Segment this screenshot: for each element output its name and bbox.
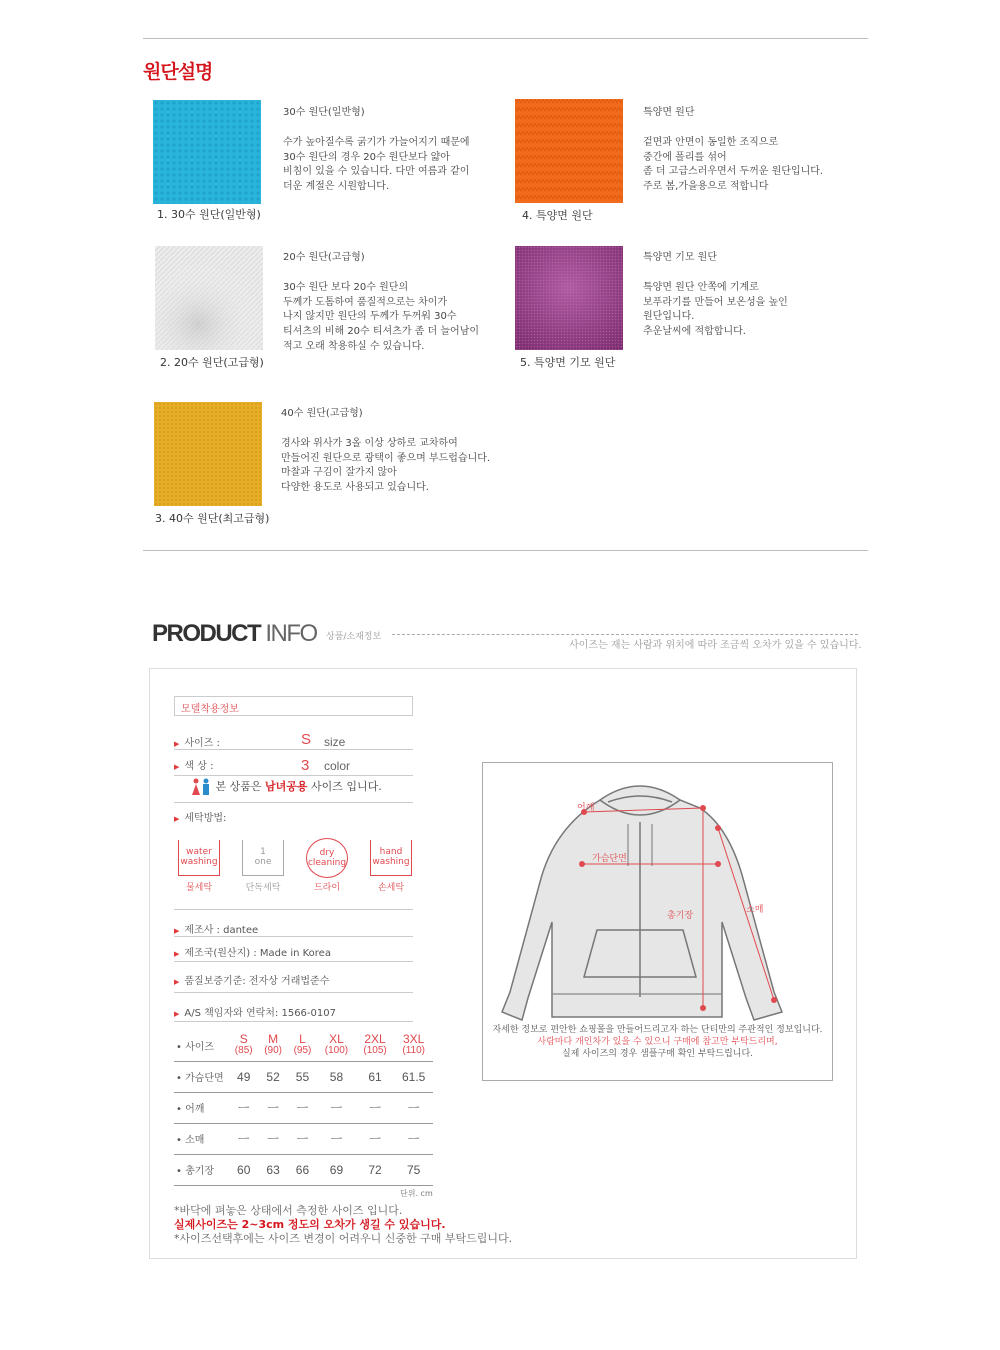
table-cell: ㅡ (288, 1092, 317, 1123)
fabric-desc-line: 원단입니다. (643, 311, 695, 323)
wash-icon-text: water (186, 847, 212, 857)
fabric-desc-line: 특양면 원단 안쪽에 기계로 (643, 281, 759, 293)
row-header-label: 소매 (185, 1135, 205, 1146)
unisex-icon (190, 780, 212, 793)
size-cell (356, 1030, 395, 1061)
size-sub: (100) (324, 1045, 349, 1057)
model-info-label: 모델착용정보 (174, 696, 413, 716)
wash-icon-text: hand (379, 847, 403, 857)
table-cell: 58 (317, 1061, 356, 1092)
table-cell: ㅡ (317, 1123, 356, 1154)
washing-label: 세탁방법: (184, 813, 227, 824)
origin-row (174, 944, 331, 959)
size-name: S (239, 1032, 248, 1047)
size-name: L (299, 1032, 306, 1047)
dry-cleaning-icon (306, 838, 348, 878)
fabric-desc-line: 수가 높아질수록 굵기가 가늘어지기 때문에 (283, 136, 470, 148)
unisex-notice (190, 778, 382, 796)
table-cell: ㅡ (356, 1092, 395, 1123)
row-divider (174, 992, 413, 993)
fabric-desc-line: 보푸라기를 만들어 보온성을 높인 (643, 296, 788, 308)
table-cell: 75 (394, 1154, 433, 1185)
washing-row (174, 809, 226, 824)
fabric-desc-line: 좀 더 고급스러우면서 두꺼운 원단입니다. (643, 166, 824, 178)
bullet-icon: ▶ (174, 950, 180, 958)
fabric-caption-4: 4. 특양면 원단 (522, 209, 593, 222)
size-name: 3XL (403, 1032, 425, 1047)
diagram-note-2: 사람마다 개인차가 있을 수 있으니 구매에 참고만 부탁드리며, (537, 1037, 778, 1047)
bullet-icon: ▶ (174, 927, 180, 935)
diagram-note-1: 자세한 정보로 편안한 쇼핑몰을 만들어드리고자 하는 단티만의 주관적인 정보입니다. (492, 1025, 823, 1035)
one-washing-icon (242, 840, 284, 876)
origin-text: 제조국(원산지) : Made in Korea (184, 948, 331, 959)
fabric-desc-title: 특양면 기모 원단 (643, 252, 717, 263)
wash-icon-text: one (254, 857, 272, 867)
fabric-section-title: 원단설명 (143, 61, 213, 83)
size-row (174, 734, 220, 749)
size-value: S (301, 731, 312, 748)
footnote-highlight: 실제사이즈는 2~3cm 정도의 오차가 생길 수 있습니다. (174, 1218, 446, 1231)
row-header: • 소매 (174, 1123, 229, 1154)
row-divider (174, 909, 413, 910)
shoulder-label: 어깨 (577, 803, 595, 813)
size-table (174, 1030, 433, 1186)
table-cell: 55 (288, 1061, 317, 1092)
hand-washing-icon (370, 840, 412, 876)
product-info-subtitle: 상품/소재정보 (326, 632, 382, 642)
row-header: • 총기장 (174, 1154, 229, 1185)
table-cell: 72 (356, 1154, 395, 1185)
wash-label: 손세탁 (377, 883, 405, 893)
unit-note: 단위. cm (400, 1189, 433, 1198)
fabric-desc-1 (283, 106, 470, 195)
measurement-note: 사이즈는 재는 사람과 위치에 따라 조금씩 오차가 있을 수 있습니다. (569, 640, 862, 651)
fabric-desc-line: 나지 않지만 원단의 두께가 두꺼워 30수 (283, 311, 457, 323)
fabric-desc-line: 30수 원단 보다 20수 원단의 (283, 281, 409, 293)
heading-thin: INFO (260, 620, 317, 647)
size-sub: (95) (293, 1045, 312, 1057)
table-cell: ㅡ (229, 1092, 258, 1123)
wash-icon-text: washing (180, 857, 218, 867)
maker-row (174, 921, 258, 936)
heading-bold: PRODUCT (152, 620, 261, 647)
fabric-texture-40s (154, 402, 262, 506)
row-header-label: 총기장 (185, 1166, 215, 1177)
size-cell (258, 1030, 287, 1061)
fabric-swatch-brushed (515, 246, 623, 350)
table-row (174, 1092, 433, 1123)
as-text: A/S 책임자와 연락처: 1566-0107 (184, 1008, 336, 1019)
size-sub: (90) (264, 1045, 282, 1057)
size-name: 2XL (364, 1032, 386, 1047)
product-info-heading (152, 620, 317, 648)
fabric-desc-title: 20수 원단(고급형) (283, 252, 365, 263)
bullet-icon: ▶ (174, 1010, 180, 1018)
as-row (174, 1004, 336, 1019)
size-sub: (105) (363, 1045, 387, 1057)
fabric-desc-line: 두께가 도톰하여 품질적으로는 차이가 (283, 296, 448, 308)
bullet-icon: ▶ (174, 815, 180, 823)
table-cell: 63 (258, 1154, 287, 1185)
table-cell: ㅡ (229, 1123, 258, 1154)
fabric-texture-brushed (515, 246, 623, 350)
color-label: 색 상 : (184, 761, 214, 772)
color-value: 3 (301, 757, 310, 774)
size-sub: (85) (234, 1045, 253, 1057)
fabric-desc-line: 마찰과 구김이 잘가지 않아 (281, 467, 397, 479)
fabric-desc-4 (643, 106, 823, 195)
table-row (174, 1061, 433, 1092)
fabric-desc-line: 적고 오래 착용하실 수 있습니다. (283, 340, 425, 352)
wash-label: 물세탁 (185, 883, 213, 893)
fabric-swatch-40s (154, 402, 262, 506)
footnote: *사이즈선택후에는 사이즈 변경이 어려우니 신중한 구매 부탁드립니다. (174, 1232, 513, 1245)
size-cell (288, 1030, 317, 1061)
fabric-desc-line: 비침이 있을 수 있습니다. 다만 여름과 같이 (283, 166, 470, 178)
fabric-texture-30s (153, 100, 261, 204)
wash-icon-text: cleaning (307, 858, 347, 868)
fabric-desc-line: 추운날씨에 적합합니다. (643, 326, 746, 338)
row-header-label: 사이즈 (185, 1041, 215, 1053)
footnote: *바닥에 펴놓은 상태에서 측정한 사이즈 입니다. (174, 1204, 403, 1217)
fabric-desc-line: 만들어진 원단으로 광택이 좋으며 부드럽습니다. (281, 452, 491, 464)
size-cell (229, 1030, 258, 1061)
fabric-desc-title: 30수 원단(일반형) (283, 107, 365, 118)
chest-label: 가슴단면 (592, 854, 627, 864)
table-cell: ㅡ (394, 1092, 433, 1123)
table-cell: 69 (317, 1154, 356, 1185)
table-cell: 60 (229, 1154, 258, 1185)
color-unit: color (324, 759, 351, 773)
fabric-desc-line: 다양한 용도로 사용되고 있습니다. (281, 482, 429, 494)
table-cell: ㅡ (258, 1092, 287, 1123)
row-header: • 어깨 (174, 1092, 229, 1123)
table-cell: 61.5 (394, 1061, 433, 1092)
row-header-label: 가슴단면 (185, 1073, 224, 1084)
bullet-icon: ▶ (174, 978, 180, 986)
length-label: 총기장 (667, 911, 694, 921)
size-unit: size (324, 735, 346, 749)
unisex-highlight: 남녀공용 (265, 780, 308, 793)
table-cell: 61 (356, 1061, 395, 1092)
unisex-text-pre: 본 상품은 (215, 780, 265, 793)
table-cell: ㅡ (288, 1123, 317, 1154)
size-label: 사이즈 : (184, 738, 220, 749)
row-divider (174, 1021, 413, 1022)
fabric-caption-2: 2. 20수 원단(고급형) (160, 356, 264, 369)
dashed-divider (392, 634, 858, 635)
table-cell: ㅡ (394, 1123, 433, 1154)
fabric-texture-20s (155, 246, 263, 350)
fabric-desc-title: 40수 원단(고급형) (281, 408, 363, 419)
table-cell: 49 (229, 1061, 258, 1092)
row-divider (174, 802, 413, 803)
row-header: • 가슴단면 (174, 1061, 229, 1092)
size-cell (394, 1030, 433, 1061)
wash-label: 단독세탁 (245, 883, 281, 893)
unisex-text-post: 사이즈 입니다. (307, 780, 382, 793)
size-cell (317, 1030, 356, 1061)
table-cell: 66 (288, 1154, 317, 1185)
fabric-bottom-divider (143, 550, 868, 551)
bullet-icon: ▶ (174, 763, 180, 771)
fabric-desc-line: 더운 계절은 시원합니다. (283, 181, 390, 193)
fabric-texture-double-knit (515, 99, 623, 203)
fabric-caption-1: 1. 30수 원단(일반형) (157, 208, 261, 221)
fabric-desc-line: 겉면과 안면이 동일한 조직으로 (643, 136, 779, 148)
fabric-desc-title: 특양면 원단 (643, 107, 695, 118)
fabric-swatch-double-knit (515, 99, 623, 203)
quality-text: 품질보증기준: 전자상 거래법준수 (184, 976, 330, 987)
row-divider (174, 775, 413, 776)
fabric-desc-2 (283, 251, 479, 355)
table-cell: 52 (258, 1061, 287, 1092)
row-divider (174, 961, 413, 962)
row-header-label: 어깨 (185, 1104, 205, 1115)
water-washing-icon (178, 840, 220, 876)
sleeve-label: 소매 (746, 905, 764, 915)
fabric-desc-line: 30수 원단의 경우 20수 원단보다 얇아 (283, 151, 450, 163)
row-divider (174, 749, 413, 750)
fabric-caption-3: 3. 40수 원단(최고급형) (155, 512, 270, 525)
table-cell: ㅡ (356, 1123, 395, 1154)
bullet-icon: ▶ (174, 740, 180, 748)
table-cell: ㅡ (317, 1092, 356, 1123)
diagram-note-3: 실제 사이즈의 경우 샘플구매 확인 부탁드립니다. (561, 1049, 754, 1059)
fabric-desc-3 (281, 407, 490, 496)
fabric-swatch-20s (155, 246, 263, 350)
size-name: M (268, 1032, 279, 1047)
size-sub: (110) (402, 1045, 425, 1057)
table-cell: ㅡ (258, 1123, 287, 1154)
table-row (174, 1123, 433, 1154)
fabric-desc-line: 주로 봄,가을용으로 적합니다 (643, 181, 769, 193)
color-row (174, 757, 213, 772)
table-row (174, 1154, 433, 1185)
row-header: • 사이즈 (174, 1030, 229, 1061)
fabric-desc-line: 경사와 위사가 3올 이상 상하로 교차하여 (281, 437, 458, 449)
wash-icon-text: dry (319, 848, 335, 858)
fabric-desc-line: 중간에 폴리를 섞어 (643, 151, 727, 163)
wash-icon-text: washing (372, 857, 410, 867)
table-row (174, 1030, 433, 1061)
row-divider (174, 936, 413, 937)
top-divider (143, 38, 868, 39)
fabric-swatch-30s (153, 100, 261, 204)
maker-text: 제조사 : dantee (184, 925, 259, 936)
size-name: XL (329, 1032, 344, 1047)
quality-row (174, 972, 329, 987)
fabric-desc-5 (643, 251, 788, 340)
fabric-desc-line: 티셔츠의 비해 20수 티셔츠가 좀 더 늘어남이 (283, 326, 480, 338)
wash-label: 드라이 (313, 883, 341, 893)
wash-icon-text: 1 (260, 847, 266, 857)
fabric-caption-5: 5. 특양면 기모 원단 (520, 356, 616, 369)
